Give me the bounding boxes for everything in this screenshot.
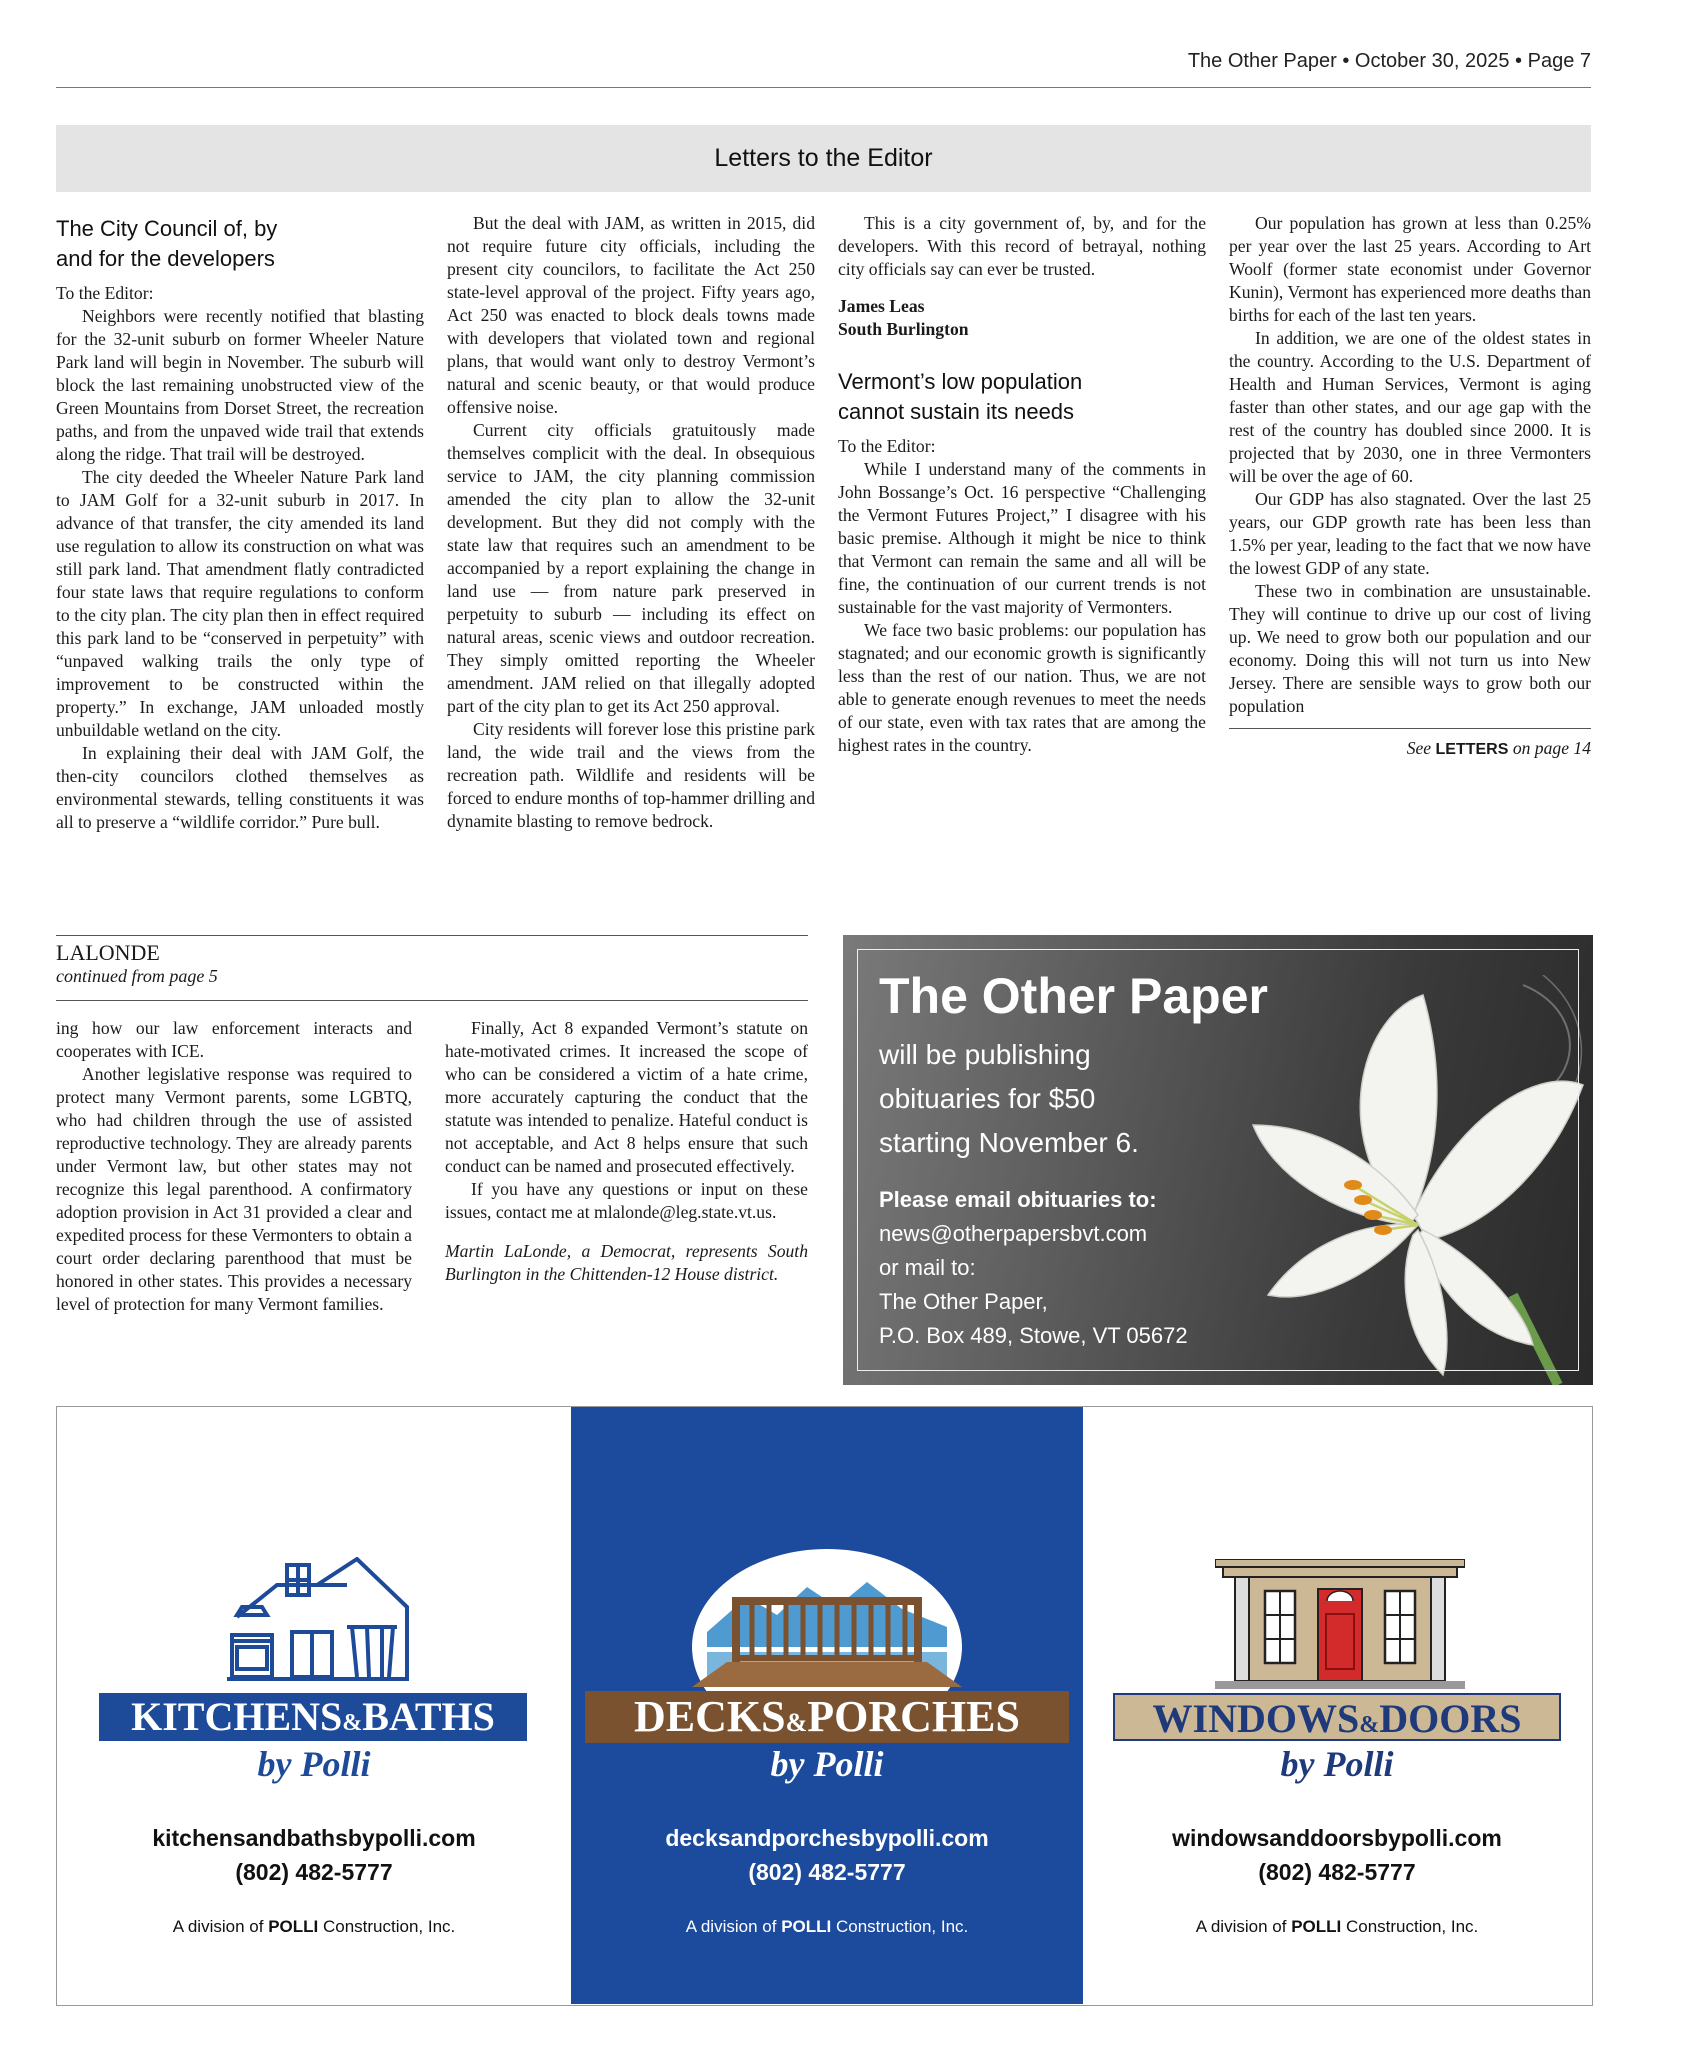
kitchens-baths-brand — [99, 1693, 527, 1741]
obituary-or-mail: or mail to: — [879, 1255, 976, 1280]
decks-division — [571, 1917, 1083, 1937]
bullet-separator: • — [1515, 50, 1528, 72]
kitchens-baths-ad[interactable] — [57, 1407, 571, 2004]
letter2-paragraph: These two in combination are unsustainable. They will continue to drive up our cost of living up. We need to grow both our population and our economy. Doing this will not turn us into New Jersey. There are sensible ways to grow both our population — [1229, 581, 1591, 716]
letter1-col2 — [447, 212, 815, 833]
lalonde-paragraph: Finally, Act 8 expanded Vermont’s statute on hate-motivated crimes. It increased the scope of who can be considered a victim of a hate crime, more accurately capturing the conduct that the statute was intended to penalize. Hateful conduct is not acceptable, and Act 8 helps ensure that such conduct can be named and prosecuted effectively. — [445, 1018, 808, 1176]
kitchens-division — [57, 1917, 571, 1937]
obituary-line1: will be publishing — [879, 1039, 1091, 1070]
letter1-salutation: To the Editor: — [56, 283, 154, 303]
brand-word: BATHS — [362, 1694, 495, 1739]
obituary-mail-name: The Other Paper, — [879, 1289, 1048, 1314]
letter1-paragraph: Current city officials gratuitously made themselves complicit with the deal. In obsequious service to JAM, the city planning commission amended the city plan to allow the 32-unit development. But they did not comply with the state law that requires such an amendment to be accompanied by a report explaining the change in land use — from nature park preserved in perpetuity to suburb — including its effect on natural areas, scenic views and outdoor recreation. They simply omitted reporting the Wheeler amendment. JAM relied on that illegally adopted part of the city plan to get its Act 250 approval. — [447, 420, 815, 716]
division-prefix: A division of — [685, 1917, 777, 1936]
division-prefix: A division of — [172, 1917, 264, 1936]
windows-phone[interactable]: (802) 482-5777 — [1258, 1859, 1416, 1885]
decks-url[interactable]: decksandporchesbypolli.com — [665, 1825, 989, 1851]
lalonde-paragraph: If you have any questions or input on these issues, contact me at mlalonde@leg.state.vt.us. — [445, 1179, 808, 1222]
division-suffix: Construction, Inc. — [835, 1917, 969, 1936]
page-number: Page 7 — [1527, 50, 1591, 72]
jump-suffix: on page 14 — [1512, 738, 1591, 758]
lalonde-kicker: LALONDE — [56, 940, 160, 965]
header-rule — [56, 87, 1591, 88]
letter2-paragraph: Our GDP has also stagnated. Over the last 25 years, our GDP growth rate has been less than 1.5% per year, leading to the fact that we now have the lowest GDP of any state. — [1229, 489, 1591, 578]
polli-ads-strip — [56, 1406, 1593, 2006]
house-kitchen-icon — [217, 1557, 417, 1687]
decks-porches-brand — [585, 1691, 1069, 1743]
brand-ampersand: & — [342, 1710, 363, 1736]
kitchens-url[interactable]: kitchensandbathsbypolli.com — [152, 1825, 476, 1851]
brand-ampersand: & — [785, 1708, 808, 1737]
division-company: POLLI — [268, 1917, 319, 1936]
letter2-paragraph: Our population has grown at less than 0.25% per year over the last 25 years. According to Art Woolf (former state economist under Governor Kunin), Vermont has experienced more deaths than births for each of the last ten years. — [1229, 213, 1591, 325]
division-suffix: Construction, Inc. — [322, 1917, 456, 1936]
obituary-ad[interactable] — [843, 935, 1593, 1385]
lalonde-col1 — [56, 1017, 412, 1316]
letter1-paragraph: City residents will forever lose this pristine park land, the wide trail and the views from the recreation path. Wildlife and residents will be forced to endure months of top-hammer drilling and dynamite blasting to remove bedrock. — [447, 719, 815, 831]
jump-prefix: See — [1406, 738, 1432, 758]
lalonde-bottom-rule — [56, 1000, 808, 1001]
letter1-paragraph: The city deeded the Wheeler Nature Park land to JAM Golf for a 32-unit suburb in 2017. In advance of that transfer, the city amended its land use regulation to allow its construction on what was still park land. That amendment flatly contradicted four state laws that require regulations to conform to the city plan. The city plan then in effect required this park land to be “conserved in perpetuity” with “unpaved walking trails the only type of improvement to be constructed within the property.” In exchange, JAM unloaded mostly unbuildable wetland on the city. — [56, 467, 424, 740]
publication-name: The Other Paper — [1187, 50, 1337, 72]
letter2-paragraph: While I understand many of the comments in John Bossange’s Oct. 16 perspective “Challenging the Vermont Futures Project,” I disagree with his basic premise. Although it might be nice to think that Vermont can remain the same and all will be fine, the continuation of our current trends is not sustainable for the vast majority of Vermonters. — [838, 459, 1206, 617]
division-prefix: A division of — [1195, 1917, 1287, 1936]
running-header — [1188, 50, 1591, 73]
letter2-col3 — [838, 212, 1206, 757]
obituary-title: The Other Paper — [879, 968, 1268, 1024]
jump-line[interactable] — [1229, 728, 1591, 761]
letter1-paragraph: Neighbors were recently notified that blasting for the 32-unit suburb on former Wheeler Nature Park land will begin in November. The suburb will block the last remaining unobstructed view of the Green Mountains from Dorset Street, the recreation paths, and from the unpaved wide trail that extends along the ridge. That trail will be destroyed. — [56, 306, 424, 464]
obituary-mail-address: P.O. Box 489, Stowe, VT 05672 — [879, 1323, 1188, 1348]
by-polli: by Polli — [770, 1744, 884, 1784]
letter1-headline-line1: The City Council of, by — [56, 216, 278, 241]
division-suffix: Construction, Inc. — [1345, 1917, 1479, 1936]
letter1-headline-line2: and for the developers — [56, 246, 275, 271]
by-polli: by Polli — [1280, 1744, 1394, 1784]
letter1-author-town: South Burlington — [838, 319, 969, 339]
division-company: POLLI — [781, 1917, 832, 1936]
letter1-paragraph: This is a city government of, by, and for the developers. With this record of betrayal, nothing city officials say can ever be trusted. — [838, 213, 1206, 279]
division-company: POLLI — [1291, 1917, 1342, 1936]
brand-word: PORCHES — [807, 1692, 1020, 1741]
decks-porches-ad[interactable] — [571, 1407, 1083, 2004]
letter1-author — [838, 295, 1206, 341]
letter1-headline — [56, 214, 424, 274]
windows-doors-brand — [1113, 1693, 1561, 1741]
letter1-paragraph: But the deal with JAM, as written in 2015, did not require future city officials, including the present city councilors, to facilitate the Act 250 state-level approval of the project. Fifty years ago, Act 250 was enacted to block deals towns made with developers that violated town and regional plans, that would want only to destroy Vermont’s natural and scenic beauty, or that would produce offensive noise. — [447, 213, 815, 417]
lalonde-continued: continued from page 5 — [56, 966, 218, 986]
letter1-col1 — [56, 214, 424, 834]
lalonde-col2 — [445, 1017, 808, 1286]
letter2-col4 — [1229, 212, 1591, 761]
obituary-line3: starting November 6. — [879, 1127, 1139, 1158]
letter2-headline-line2: cannot sustain its needs — [838, 399, 1075, 424]
brand-word: DOORS — [1379, 1696, 1522, 1741]
kitchens-phone[interactable]: (802) 482-5777 — [235, 1859, 393, 1885]
obituary-email[interactable]: news@otherpapersbvt.com — [879, 1221, 1148, 1246]
windows-url[interactable]: windowsanddoorsbypolli.com — [1172, 1825, 1502, 1851]
section-banner: Letters to the Editor — [56, 125, 1591, 192]
letter2-paragraph: In addition, we are one of the oldest states in the country. According to the U.S. Department of Health and Human Services, Vermont is aging faster than other states, and our age gap with the rest of the country has doubled since 2000. It is projected that by 2030, one in three Vermonters will be over the age of 60. — [1229, 328, 1591, 486]
windows-division — [1083, 1917, 1591, 1937]
lalonde-top-rule — [56, 935, 808, 936]
issue-date: October 30, 2025 — [1354, 50, 1510, 72]
bullet-separator: • — [1342, 50, 1355, 72]
obituary-line2: obituaries for $50 — [879, 1083, 1096, 1114]
letter2-headline-line1: Vermont’s low population — [838, 369, 1083, 394]
obituary-email-label: Please email obituaries to: — [879, 1187, 1157, 1212]
windows-doors-ad[interactable] — [1083, 1407, 1591, 2004]
letter2-headline — [838, 367, 1206, 427]
lalonde-paragraph: ing how our law enforcement interacts and cooperates with ICE. — [56, 1018, 412, 1061]
letter2-salutation: To the Editor: — [838, 436, 936, 456]
brand-word: WINDOWS — [1152, 1696, 1360, 1741]
by-polli: by Polli — [257, 1744, 371, 1784]
lalonde-bio: Martin LaLonde, a Democrat, represents South Burlington in the Chittenden-12 House district. — [445, 1241, 808, 1284]
letter1-paragraph: In explaining their deal with JAM Golf, the then-city councilors clothed themselves as environmental stewards, telling constituents it was all to preserve a “wildlife corridor.” Pure bull. — [56, 743, 424, 832]
lalonde-paragraph: Another legislative response was required to protect many Vermont parents, some LGBTQ, who had children through the use of assisted reproductive technology. They are already parents under Vermont law, but other states may not recognize this legal parenthood. A confirmatory adoption provision in Act 31 provided a clear and expedited process for these Vermonters to obtain a court order declaring parenthood that must be honored in other states. This provides a necessary level of protection for many Vermont families. — [56, 1064, 412, 1314]
letter1-author-name: James Leas — [838, 296, 925, 316]
storefront-icon — [1215, 1559, 1465, 1689]
brand-ampersand: & — [1359, 1712, 1380, 1738]
letter2-paragraph: We face two basic problems: our population has stagnated; and our economic growth is significantly less than the rest of our nation. Thus, we are not able to generate enough revenues to meet the needs of our state, even with tax rates that are among the highest rates in the country. — [838, 620, 1206, 755]
decks-phone[interactable]: (802) 482-5777 — [748, 1859, 906, 1885]
jump-keyword: LETTERS — [1435, 741, 1509, 758]
brand-word: DECKS — [634, 1692, 786, 1741]
brand-word: KITCHENS — [131, 1694, 343, 1739]
